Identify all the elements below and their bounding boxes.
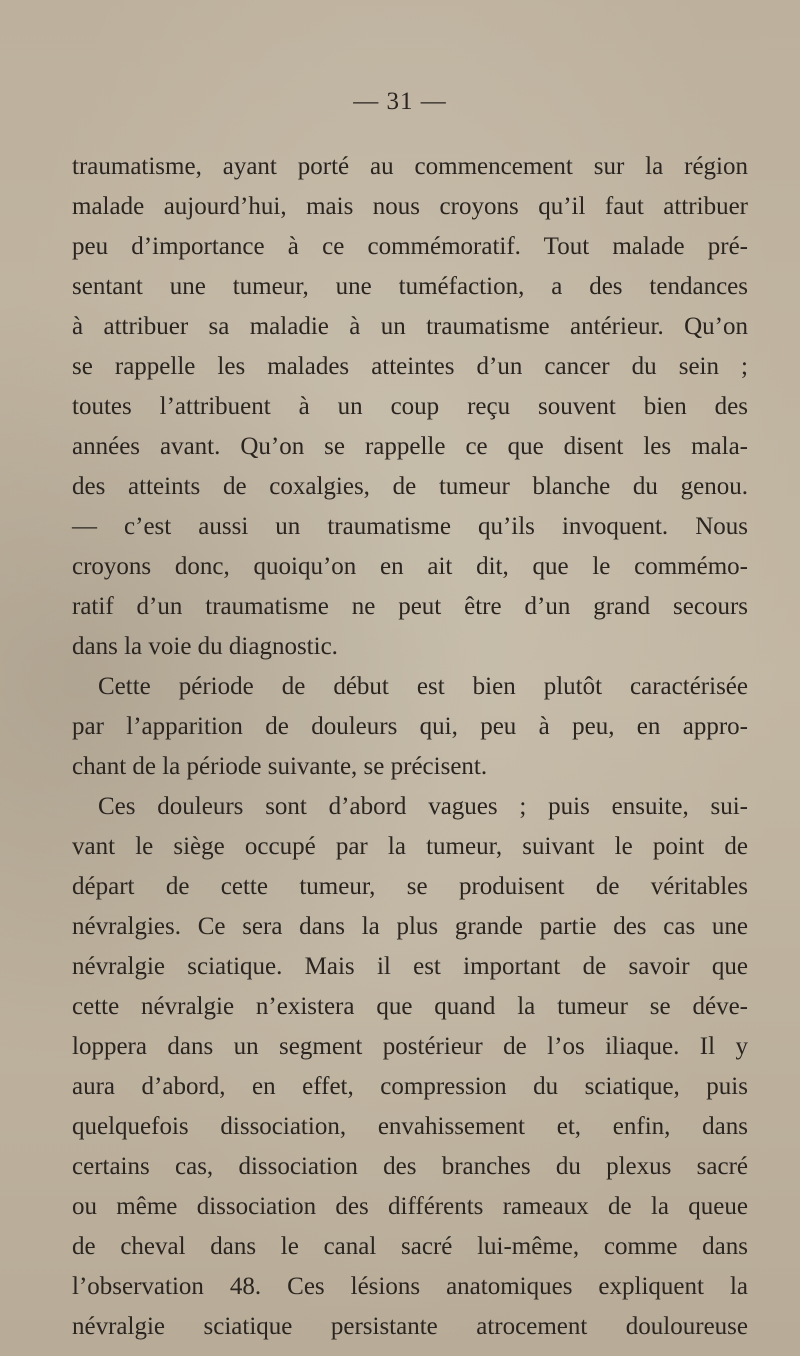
page-number: — 31 —: [353, 88, 447, 115]
text-line: ratif d’un traumatisme ne peut être d’un grand secours: [72, 593, 748, 620]
text-line: névralgie sciatique persistante atrocement douloureuse: [72, 1313, 748, 1340]
text-line: cette névralgie n’existera que quand la tumeur se déve-: [72, 993, 748, 1020]
text-line: névralgies. Ce sera dans la plus grande partie des cas une: [72, 913, 748, 940]
text-line: quelquefois dissociation, envahissement et, enfin, dans: [72, 1113, 748, 1140]
text-line: — c’est aussi un traumatisme qu’ils invoquent. Nous: [72, 513, 748, 540]
text-line: ou même dissociation des différents rameaux de la queue: [72, 1193, 748, 1220]
text-line: Ces douleurs sont d’abord vagues ; puis ensuite, sui-: [98, 793, 748, 820]
text-line: départ de cette tumeur, se produisent de véritables: [72, 873, 748, 900]
text-line: à attribuer sa maladie à un traumatisme antérieur. Qu’on: [72, 313, 748, 340]
text-line: années avant. Qu’on se rappelle ce que disent les mala-: [72, 433, 748, 460]
body-text: [72, 147, 748, 1347]
text-line: Cette période de début est bien plutôt caractérisée: [98, 673, 748, 700]
text-line: aura d’abord, en effet, compression du sciatique, puis: [72, 1073, 748, 1100]
text-line: des atteints de coxalgies, de tumeur blanche du genou.: [72, 473, 748, 500]
text-line: loppera dans un segment postérieur de l’os iliaque. Il y: [72, 1033, 748, 1060]
text-line: sentant une tumeur, une tuméfaction, a des tendances: [72, 273, 748, 300]
text-line: vant le siège occupé par la tumeur, suivant le point de: [72, 833, 748, 860]
text-line: croyons donc, quoiqu’on en ait dit, que le commémo-: [72, 553, 748, 580]
text-line: se rappelle les malades atteintes d’un cancer du sein ;: [72, 353, 748, 380]
text-line: l’observation 48. Ces lésions anatomiques expliquent la: [72, 1273, 748, 1300]
text-line: certains cas, dissociation des branches du plexus sacré: [72, 1153, 748, 1180]
text-line: malade aujourd’hui, mais nous croyons qu’il faut attribuer: [72, 193, 748, 220]
text-line: dans la voie du diagnostic.: [72, 633, 338, 660]
text-line: peu d’importance à ce commémoratif. Tout malade pré-: [72, 233, 748, 260]
text-line: chant de la période suivante, se précisent.: [72, 753, 488, 780]
text-line: névralgie sciatique. Mais il est important de savoir que: [72, 953, 748, 980]
text-line: de cheval dans le canal sacré lui-même, comme dans: [72, 1233, 748, 1260]
text-line: traumatisme, ayant porté au commencement sur la région: [72, 153, 748, 180]
text-line: par l’apparition de douleurs qui, peu à peu, en appro-: [72, 713, 748, 740]
text-line: toutes l’attribuent à un coup reçu souvent bien des: [72, 393, 748, 420]
